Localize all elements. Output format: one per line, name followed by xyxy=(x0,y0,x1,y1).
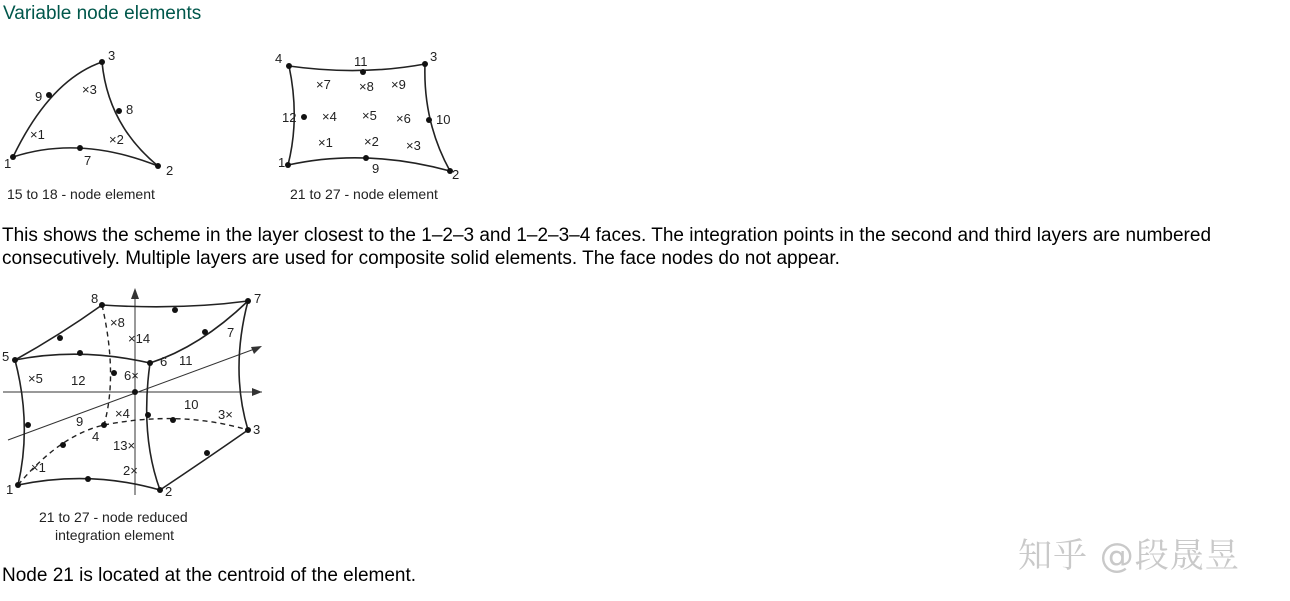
integration-point: ×7 xyxy=(316,77,331,92)
node-label: 1 xyxy=(4,156,12,171)
quad-element-figure xyxy=(270,40,470,210)
node-label: 2 xyxy=(165,484,173,499)
node-label: 7 xyxy=(254,291,262,306)
node-label: 11 xyxy=(179,353,193,368)
integration-point: ×9 xyxy=(391,77,406,92)
integration-point: ×4 xyxy=(322,109,337,124)
integration-point: ×4 xyxy=(115,406,130,421)
node-label: 2 xyxy=(452,167,460,182)
node-label: 8 xyxy=(126,102,134,117)
figure-caption: 21 to 27 - node reduced xyxy=(39,509,188,525)
node-label: 11 xyxy=(354,54,368,69)
node-label: 10 xyxy=(184,397,199,412)
integration-point: ×5 xyxy=(28,371,43,386)
integration-point: ×3 xyxy=(82,82,97,97)
hex-element-figure xyxy=(0,285,280,547)
integration-point: ×2 xyxy=(364,134,379,149)
node-label: 10 xyxy=(436,112,451,127)
node-label: 2 xyxy=(166,163,174,178)
node-label: 3 xyxy=(108,48,116,63)
node-label: 12 xyxy=(71,373,86,388)
integration-point: ×1 xyxy=(318,135,333,150)
integration-point: ×1 xyxy=(31,460,46,475)
integration-point: 3× xyxy=(218,407,233,422)
figure-caption: 15 to 18 - node element xyxy=(7,186,155,202)
node-label: 1 xyxy=(278,155,286,170)
integration-point: 7 xyxy=(227,325,235,340)
watermark: 知乎 @段晟昱 xyxy=(1018,536,1240,576)
description-paragraph: This shows the scheme in the layer closest to the 1–2–3 and 1–2–3–4 faces. The integration points in the second and third layers are numbered consecutively. Multiple layers are used for composite solid elements. The face nodes do not appear. xyxy=(2,225,1212,269)
node-label: 7 xyxy=(84,153,92,168)
node-label: 9 xyxy=(76,414,84,429)
integration-point: ×6 xyxy=(396,111,411,126)
node-label: 8 xyxy=(91,291,99,306)
triangle-element-figure xyxy=(0,40,200,210)
node-label: 6 xyxy=(160,354,168,369)
figure-caption: 21 to 27 - node element xyxy=(290,186,438,202)
node-label: 3 xyxy=(430,49,438,64)
integration-point: ×2 xyxy=(109,132,124,147)
integration-point: ×8 xyxy=(110,315,125,330)
integration-point: ×8 xyxy=(359,79,374,94)
integration-point: 6× xyxy=(124,368,139,383)
node-label: 4 xyxy=(275,51,283,66)
integration-point: ×5 xyxy=(362,108,377,123)
integration-point: ×3 xyxy=(406,138,421,153)
integration-point: ×1 xyxy=(30,127,45,142)
node-label: 3 xyxy=(253,422,261,437)
integration-point: 13× xyxy=(113,438,136,453)
node-label: 9 xyxy=(35,89,43,104)
section-heading: Variable node elements xyxy=(3,3,202,24)
node-label: 5 xyxy=(2,349,10,364)
footer-note: Node 21 is located at the centroid of the element. xyxy=(2,565,417,586)
node-label: 4 xyxy=(92,429,100,444)
node-label: 9 xyxy=(372,161,380,176)
node-label: 12 xyxy=(282,110,297,125)
figure-caption: integration element xyxy=(55,527,175,543)
node-label: 1 xyxy=(6,482,14,497)
integration-point: 2× xyxy=(123,463,138,478)
integration-point: ×14 xyxy=(128,331,151,346)
